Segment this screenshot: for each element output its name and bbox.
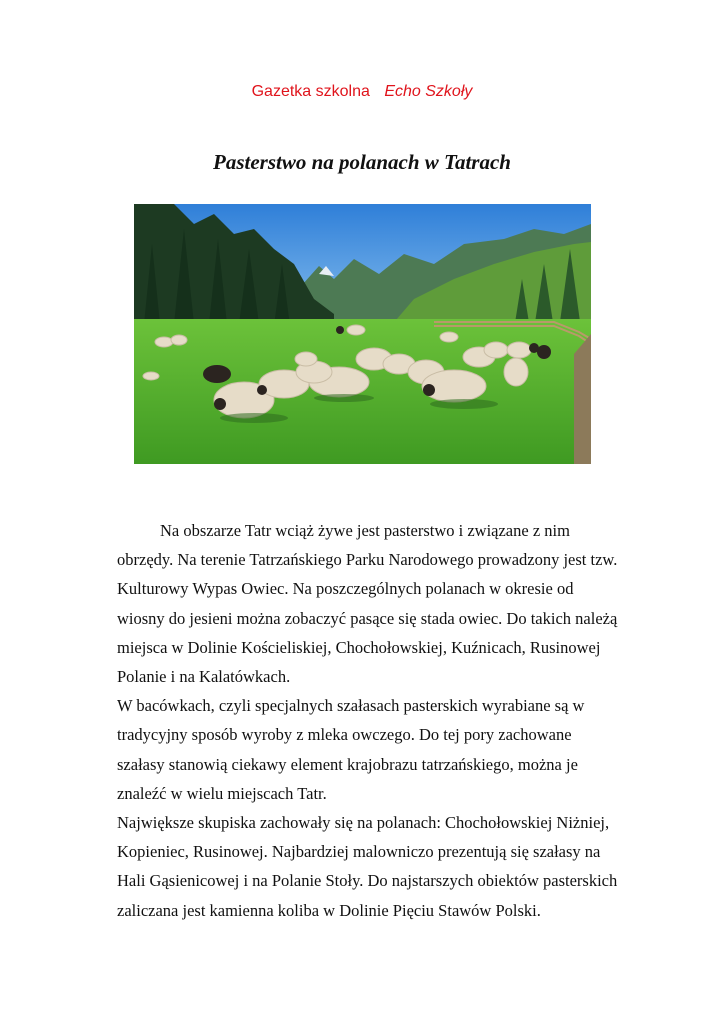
newspaper-label: Gazetka szkolna <box>251 83 370 100</box>
newspaper-name: Echo Szkoły <box>384 83 473 100</box>
article-title: Pasterstwo na polanach w Tatrach <box>213 150 511 174</box>
article-photo <box>134 204 591 464</box>
article-body <box>117 516 623 925</box>
paragraph: Na obszarze Tatr wciąż żywe jest pasterstwo i związane z nim obrzędy. Na terenie Tatrzańskiego Parku Narodowego prowadzony jest tzw. Kulturowy Wypas Owiec. Na poszczególnych polanach w okresie od wiosny do jesieni można zobaczyć pasące się stada owiec. Do takich należą miejsca w Dolinie Kościeliskiej, Chochołowskiej, Kuźnicach, Rusinowej Polanie i na Kalatówkach. <box>117 521 618 687</box>
sheep-meadow-image <box>134 204 591 464</box>
paragraph: Największe skupiska zachowały się na polanach: Chochołowskiej Niżniej, Kopieniec, Rusinowej. Najbardziej malowniczo prezentują się szałasy na Hali Gąsienicowej i na Polanie Stoły. Do najstarszych obiektów pasterskich zaliczana jest kamienna koliba w Dolinie Pięciu Stawów Polski. <box>117 813 618 920</box>
newspaper-header <box>0 83 724 101</box>
paragraph: W bacówkach, czyli specjalnych szałasach pasterskich wyrabiane są w tradycyjny sposób wyroby z mleka owczego. Do tej pory zachowane szałasy stanowią ciekawy element krajobrazu tatrzańskiego, można je znaleźć w wielu miejscach Tatr. <box>117 696 585 803</box>
